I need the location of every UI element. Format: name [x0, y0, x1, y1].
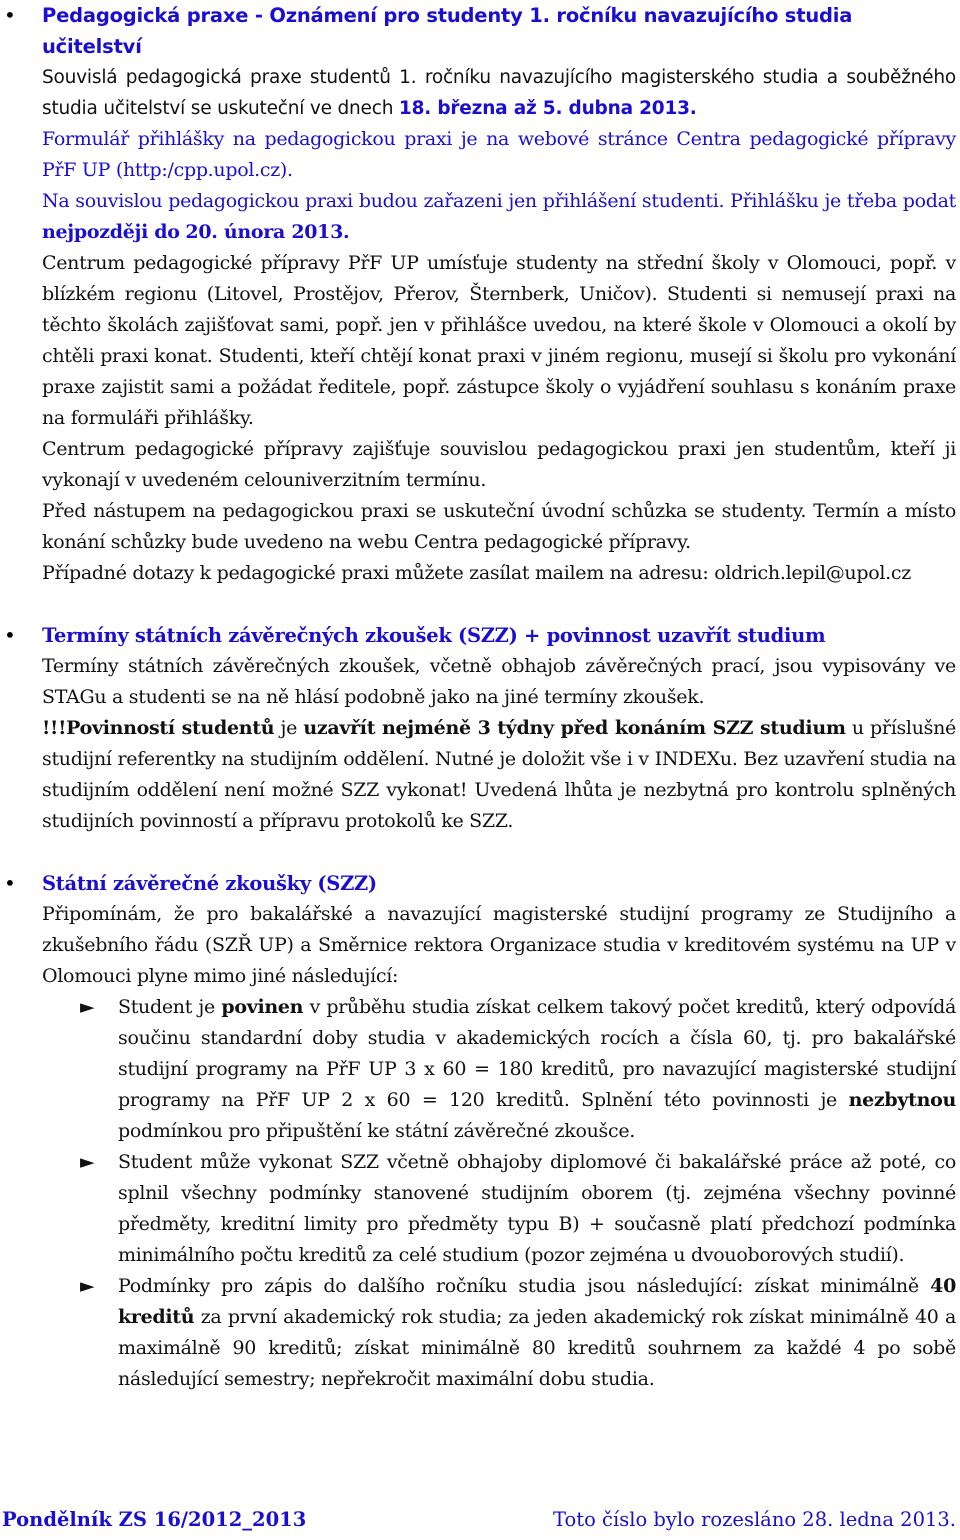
list-item — [42, 992, 956, 1147]
deadline-date: 20. února 2013. — [185, 221, 350, 243]
item-text: podmínkou pro připuštění ke státní závěrečné zkoušce. — [118, 1120, 636, 1142]
practice-dates: 18. března až 5. dubna 2013. — [398, 98, 697, 119]
paragraph-intro — [42, 62, 956, 124]
warning-marks: !!! — [42, 717, 67, 739]
list-item — [42, 1271, 956, 1395]
footer-date: Toto číslo bylo rozesláno 28. ledna 2013. — [553, 1508, 956, 1531]
intro-text: Souvislá pedagogická praxe studentů 1. ročníku navazujícího magisterského studia a souběžného studia učitelství se uskuteční ve dnech — [42, 67, 956, 119]
paragraph-dotazy: Případné dotazy k pedagogické praxi můžete zasílat mailem na adresu: oldrich.lepil@upol.cz — [42, 562, 911, 584]
item-text: Student může vykonat SZZ včetně obhajoby diplomové či bakalářské práce až poté, co splnil všechny podmínky stanovené studijním oborem (tj. zejména všechny povinné předměty, kreditní limity pro předměty typu B) + současně platí předchozí podmínka minimálního počtu kreditů za celé studium (pozor zejména u dvouoborových studií). — [118, 1151, 956, 1266]
arrow-right-icon: ► — [80, 1275, 95, 1297]
item-text: v průběhu studia získat celkem takový počet kreditů, který odpovídá součinu standardní doby studia v akademických rocích a čísla 60, tj. pro bakalářské studijní programy na PřF UP 3 x 60 = 180 kreditů, pro navazující magisterské studijní programy na PřF UP 2 x 60 = 120 kreditů. Splnění této povinnosti je — [118, 996, 956, 1111]
form-text: Formulář přihlášky na pedagogickou praxi je na webové stránce Centra pedagogické přípravy PřF UP (http:/cpp.upol.cz). — [42, 128, 956, 181]
paragraph-registration — [42, 186, 956, 248]
paragraph-terminy: Termíny státních závěrečných zkoušek, včetně obhajob závěrečných prací, jsou vypisovány ve STAGu a studenti se na ně hlásí podobně jako na jiné termíny zkoušek. — [42, 655, 956, 708]
footer-issue: Pondělník ZS 16/2012_2013 — [2, 1508, 307, 1531]
deadline-label: nejpozději do — [42, 221, 180, 243]
registration-text: Přihlášku je třeba podat — [730, 190, 956, 212]
section-title: Pedagogická praxe - Oznámení pro studenty 1. ročníku navazujícího studia učitelství — [42, 4, 853, 58]
page-footer — [0, 1508, 960, 1540]
section-title: Termíny státních závěrečných zkoušek (SZZ) + povinnost uzavřít studium — [42, 624, 826, 647]
item-text: za první akademický rok studia; za jeden akademický rok získat minimálně 40 a maximálně 90 kreditů; získat minimálně 80 kreditů souhrnem za každé 4 po sobě následující semestry; nepřekročit maximální dobu studia. — [118, 1306, 956, 1390]
paragraph-centrum: Centrum pedagogické přípravy PřF UP umísťuje studenty na střední školy v Olomouci, popř. v blízkém regionu (Litovel, Prostějov, Přerov, Šternberk, Uničov). Studenti si nemusejí praxi na těchto školách zajišťovat sami, popř. jen v přihlášce uvedou, na které škole v Olomouci a okolí by chtěli praxi konat. Studenti, kteří chtějí konat praxi v jiném regionu, musejí si školu pro vykonání praxe zajistit sami a požádat ředitele, popř. zástupce školy o vyjádření souhlasu s konáním praxe na formuláři přihlášky. — [42, 252, 956, 429]
item-text: Student je — [118, 996, 215, 1018]
je-text: je — [280, 717, 298, 739]
bullet-icon: • — [4, 623, 16, 647]
arrow-right-icon: ► — [80, 1151, 95, 1173]
section-title: Státní závěrečné zkoušky (SZZ) — [42, 872, 377, 895]
paragraph-schuzka: Před nástupem na pedagogickou praxi se uskuteční úvodní schůzka se studenty. Termín a místo konání schůzky bude uvedeno na webu Centra pedagogické přípravy. — [42, 500, 956, 553]
bullet-icon: • — [4, 871, 16, 895]
item-bold-text: povinen — [221, 996, 304, 1018]
paragraph-zajistuje: Centrum pedagogické přípravy zajišťuje souvislou pedagogickou praxi jen studentům, kteří ji vykonají v uvedeném celouniverzitním termínu. — [42, 438, 956, 491]
item-text: Podmínky pro zápis do dalšího ročníku studia jsou následující: získat minimálně — [118, 1275, 919, 1297]
item-bold-text: 40 kreditů — [118, 1275, 956, 1328]
paragraph-povinnost — [42, 713, 956, 837]
list-item — [42, 1147, 956, 1271]
paragraph-intro: Připomínám, že pro bakalářské a navazující magisterské studijní programy ze Studijního a zkušebního řádu (SZŘ UP) a Směrnice rektora Organizace studia v kreditovém systému na UP v Olomouci plyne mimo jiné následující: — [42, 903, 956, 987]
rest-text: u příslušné studijní referentky na studijním oddělení. Nutné je doložit vše i v INDEXu. Bez uzavření studia na studijním oddělení není možné SZZ vykonat! Uvedená lhůta je nezbytná pro kontrolu splněných studijních povinností a přípravu protokolů ke SZZ. — [42, 717, 956, 832]
paragraph-form — [42, 124, 956, 186]
close-deadline-text: uzavřít nejméně 3 týdny před konáním SZZ studium — [303, 717, 846, 739]
only-registered-text: Na souvislou pedagogickou praxi budou zařazeni jen přihlášení studenti. — [42, 190, 725, 212]
arrow-right-icon: ► — [80, 996, 95, 1018]
bullet-icon: • — [4, 3, 16, 27]
duty-text: Povinností studentů — [66, 717, 275, 739]
item-bold-text: nezbytnou — [848, 1089, 956, 1111]
